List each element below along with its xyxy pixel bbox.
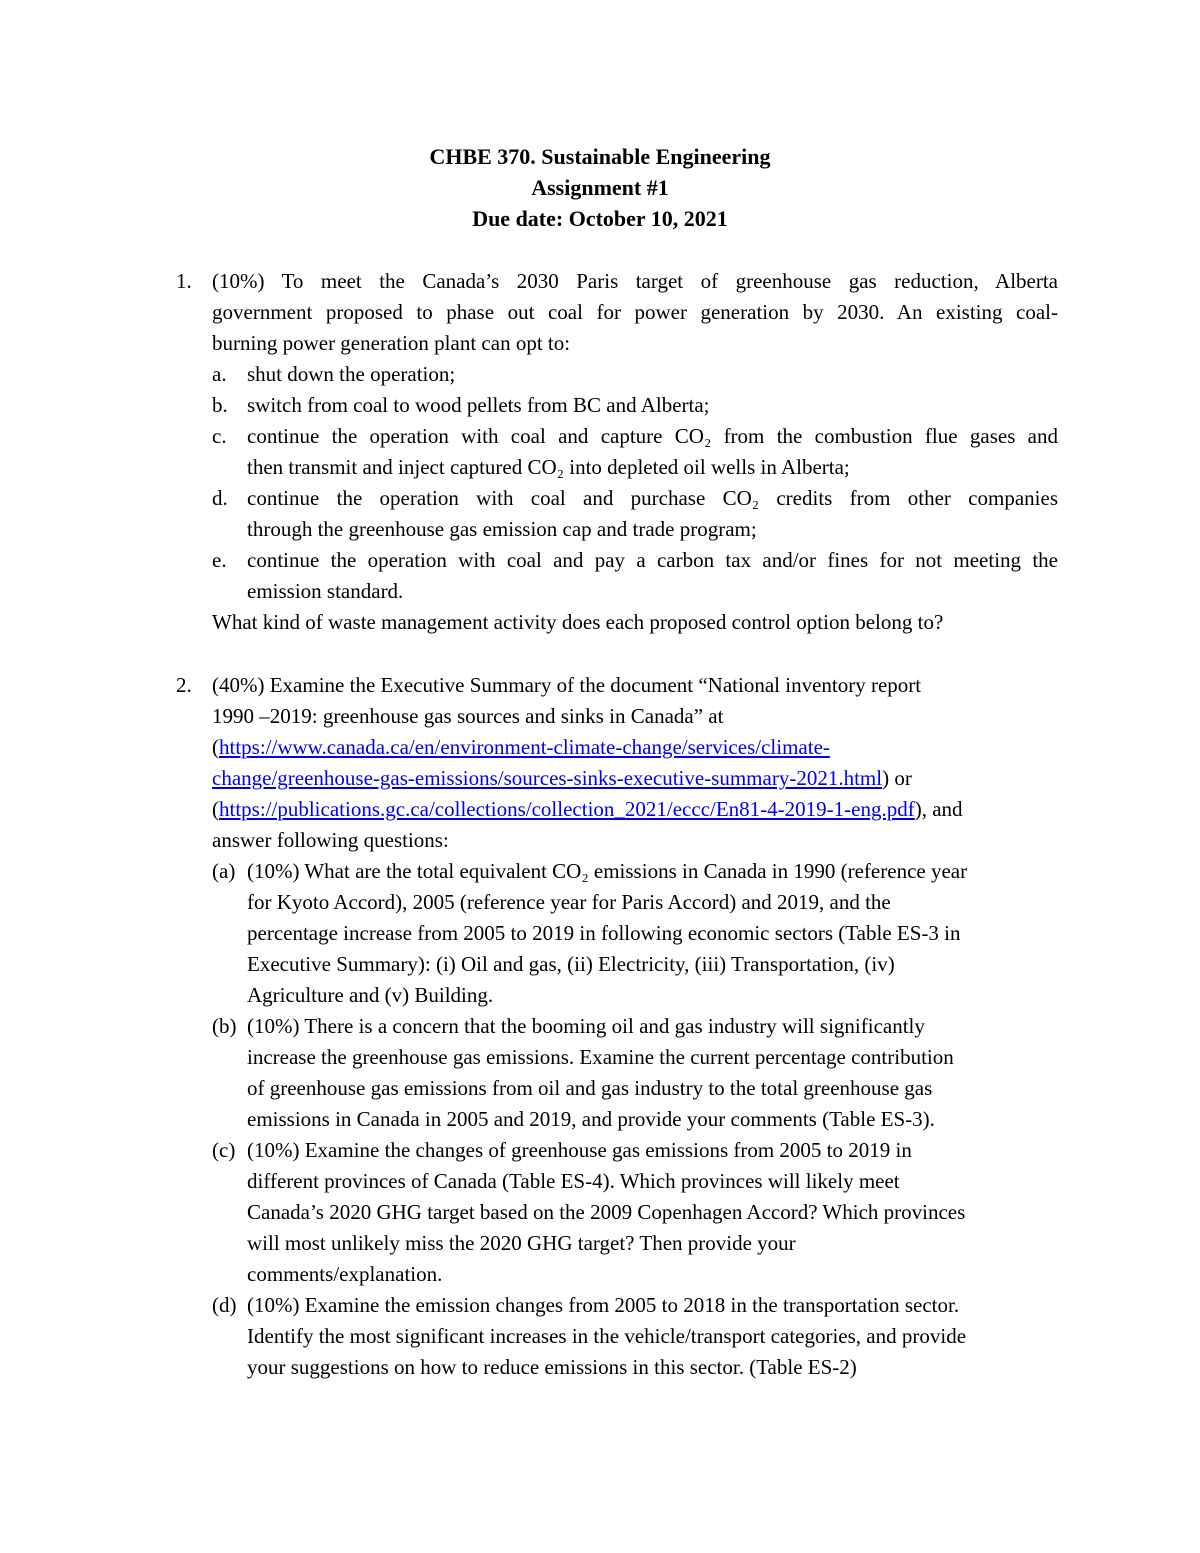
q2-line-1: (40%) Examine the Executive Summary of the document “National inventory report [212,673,922,697]
paren-close-and: ), and [914,797,963,821]
part-text: your suggestions on how to reduce emissions in this sector. (Table ES-2) [247,1355,857,1379]
part-text: Identify the most significant increases in the vehicle/transport categories, and provide [247,1324,967,1348]
paren-open: ( [212,797,219,821]
part-text: Canada’s 2020 GHG target based on the 2009 Copenhagen Accord? Which provinces [247,1200,966,1224]
canada-ca-link-continued[interactable]: change/greenhouse-gas-emissions/sources-sinks-executive-summary-2021.html [212,766,883,790]
paren-close-or: ) or [882,766,912,790]
q1-question: What kind of waste management activity does each proposed control option belong to? [212,610,944,634]
q1-line-2: government proposed to phase out coal for power generation by 2030. An existing coal- [212,300,1058,324]
part-text: emissions in Canada in 2005 and 2019, and provide your comments (Table ES-3). [247,1107,935,1131]
part-text: will most unlikely miss the 2020 GHG target? Then provide your [247,1231,796,1255]
part-text: (10%) What are the total equivalent CO₂ emissions in Canada in 1990 (reference year [247,859,968,883]
option-text: switch from coal to wood pellets from BC and Alberta; [247,393,710,417]
option-text: continue the operation with coal and capture CO₂ from the combustion flue gases and [247,424,1058,448]
part-text: (10%) Examine the emission changes from 2005 to 2018 in the transportation sector. [247,1293,960,1317]
part-text: for Kyoto Accord), 2005 (reference year for Paris Accord) and 2019, and the [247,890,891,914]
option-label: b. [212,393,228,417]
option-text: then transmit and inject captured CO₂ into depleted oil wells in Alberta; [247,455,850,479]
canada-ca-link[interactable]: https://www.canada.ca/en/environment-climate-change/services/climate- [219,735,830,759]
part-label: (b) [212,1014,237,1038]
question-2-number: 2. [176,673,192,697]
q2-link-1-line-2 [212,765,912,791]
option-label: e. [212,548,227,572]
part-label: (c) [212,1138,236,1162]
option-label: d. [212,486,228,510]
part-text: comments/explanation. [247,1262,443,1286]
question-1-number: 1. [176,269,192,293]
part-text: increase the greenhouse gas emissions. Examine the current percentage contribution [247,1045,954,1069]
option-text: shut down the operation; [247,362,456,386]
option-text: continue the operation with coal and pay a carbon tax and/or fines for not meeting the [247,548,1058,572]
option-label: c. [212,424,227,448]
part-text: percentage increase from 2005 to 2019 in following economic sectors (Table ES-3 in [247,921,961,945]
option-text: through the greenhouse gas emission cap and trade program; [247,517,757,541]
q2-line-last: answer following questions: [212,828,449,852]
part-text: of greenhouse gas emissions from oil and gas industry to the total greenhouse gas [247,1076,933,1100]
part-label: (d) [212,1293,237,1317]
q1-line-3: burning power generation plant can opt to: [212,331,571,355]
part-label: (a) [212,859,236,883]
option-label: a. [212,362,227,386]
option-text: continue the operation with coal and purchase CO₂ credits from other companies [247,486,1058,510]
q2-link-1-line-1 [212,734,830,760]
part-text: Agriculture and (v) Building. [247,983,494,1007]
part-text: (10%) There is a concern that the booming oil and gas industry will significantly [247,1014,925,1038]
publications-gc-link[interactable]: https://publications.gc.ca/collections/collection_2021/eccc/En81-4-2019-1-eng.pdf [219,797,915,821]
q1-line-1: (10%) To meet the Canada’s 2030 Paris target of greenhouse gas reduction, Alberta [212,269,1058,293]
part-text: (10%) Examine the changes of greenhouse gas emissions from 2005 to 2019 in [247,1138,912,1162]
option-text: emission standard. [247,579,404,603]
paren-open: ( [212,735,219,759]
course-title: CHBE 370. Sustainable Engineering [429,144,771,169]
q2-line-2: 1990 –2019: greenhouse gas sources and sinks in Canada” at [212,704,724,728]
assignment-title: Assignment #1 [531,175,669,200]
part-text: different provinces of Canada (Table ES-4). Which provinces will likely meet [247,1169,900,1193]
q2-link-2-line [212,796,963,822]
due-date: Due date: October 10, 2021 [472,206,728,231]
part-text: Executive Summary): (i) Oil and gas, (ii) Electricity, (iii) Transportation, (iv) [247,952,895,976]
